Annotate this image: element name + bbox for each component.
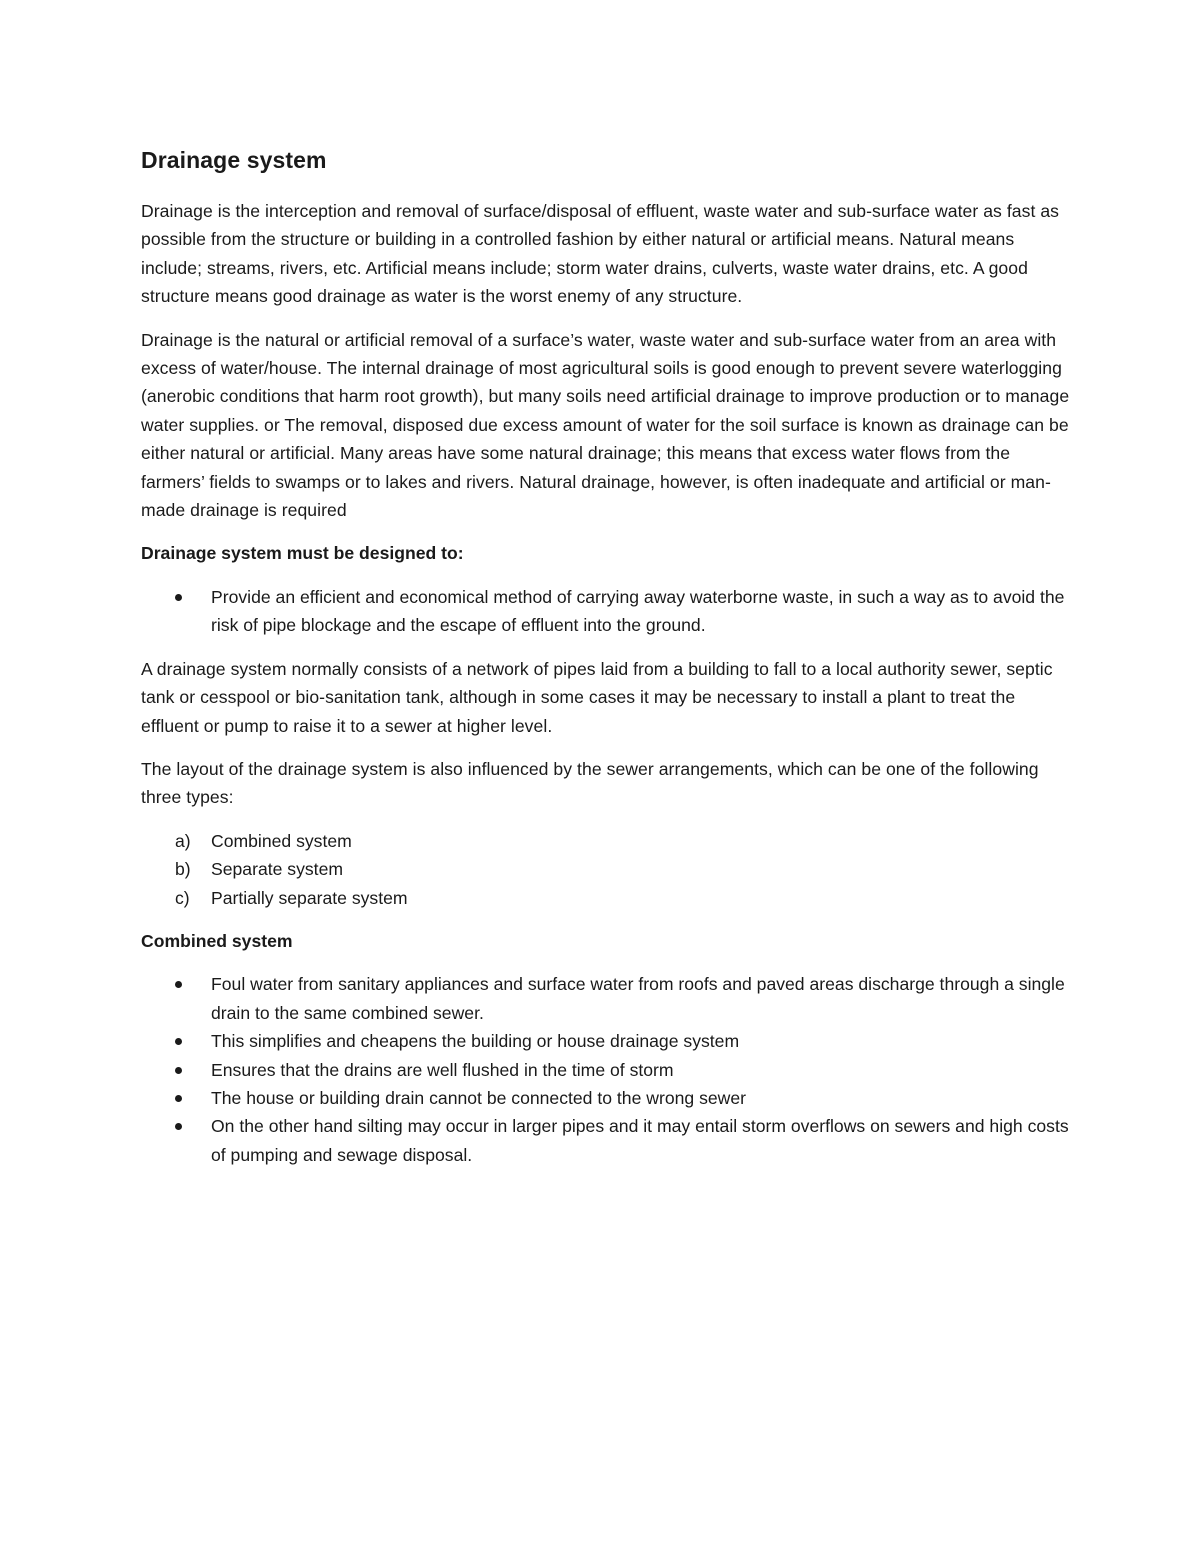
list-item-text: The house or building drain cannot be connected to the wrong sewer (211, 1087, 747, 1108)
list-item (141, 855, 1071, 883)
list-item-text: Provide an efficient and economical method of carrying away waterborne waste, in such a way as to avoid the risk of pipe blockage and the escape of effluent into the ground. (211, 586, 1065, 636)
bullet-icon (175, 594, 182, 601)
definition-paragraph: Drainage is the natural or artificial removal of a surface’s water, waste water and sub-surface water from an area with excess of water/house. The internal drainage of most agricultural soils is good enough to prevent severe waterlogging (anerobic conditions that harm root growth), but many soils need artificial drainage to improve production or to manage water supplies. or The removal, disposed due excess amount of water for the soil surface is known as drainage can be either natural or artificial. Many areas have some natural drainage; this means that excess water flows from the farmers’ fields to swamps or to lakes and rivers. Natural drainage, however, is often inadequate and artificial or man-made drainage is required (141, 329, 1070, 521)
design-list (141, 583, 1071, 640)
layout-paragraph: The layout of the drainage system is also influenced by the sewer arrangements, which can be one of the following three types: (141, 758, 1039, 808)
list-item (141, 970, 1071, 1027)
list-item (141, 884, 1071, 912)
list-marker: a) (175, 830, 191, 851)
bullet-icon (175, 1038, 182, 1045)
combined-list (141, 970, 1071, 1169)
list-item (141, 1027, 1071, 1055)
list-item (141, 1112, 1071, 1169)
intro-paragraph: Drainage is the interception and removal of surface/disposal of effluent, waste water and sub-surface water as fast as possible from the structure or building in a controlled fashion by either natural or artificial means. Natural means include; streams, rivers, etc. Artificial means include; storm water drains, culverts, waste water drains, etc. A good structure means good drainage as water is the worst enemy of any structure. (141, 201, 1060, 307)
bullet-icon (175, 1095, 182, 1102)
page-title: Drainage system (141, 147, 327, 173)
list-item-text: Foul water from sanitary appliances and surface water from roofs and paved areas discharge through a single drain to the same combined sewer. (211, 974, 1065, 1023)
combined-heading: Combined system (141, 930, 293, 951)
list-item (141, 583, 1071, 640)
bullet-icon (175, 1067, 182, 1074)
network-paragraph: A drainage system normally consists of a network of pipes laid from a building to fall to a local authority sewer, septic tank or cesspool or bio-sanitation tank, although in some cases it may be necessary to install a plant to treat the effluent or pump to raise it to a sewer at higher level. (141, 658, 1053, 736)
list-marker: c) (175, 887, 190, 908)
list-item-text: This simplifies and cheapens the building or house drainage system (211, 1031, 740, 1052)
list-item-text: Ensures that the drains are well flushed in the time of storm (211, 1059, 674, 1080)
document-body (141, 143, 1071, 1184)
design-heading: Drainage system must be designed to: (141, 543, 464, 564)
list-item (141, 827, 1071, 855)
list-item-text: Partially separate system (211, 887, 408, 908)
bullet-icon (175, 1123, 182, 1130)
bullet-icon (175, 981, 182, 988)
list-marker: b) (175, 859, 191, 880)
sewer-types-list (141, 827, 1071, 912)
list-item-text: Separate system (211, 859, 344, 880)
list-item-text: On the other hand silting may occur in larger pipes and it may entail storm overflows on sewers and high costs of pumping and sewage disposal. (211, 1116, 1069, 1165)
list-item (141, 1084, 1071, 1112)
list-item-text: Combined system (211, 830, 352, 851)
list-item (141, 1056, 1071, 1084)
